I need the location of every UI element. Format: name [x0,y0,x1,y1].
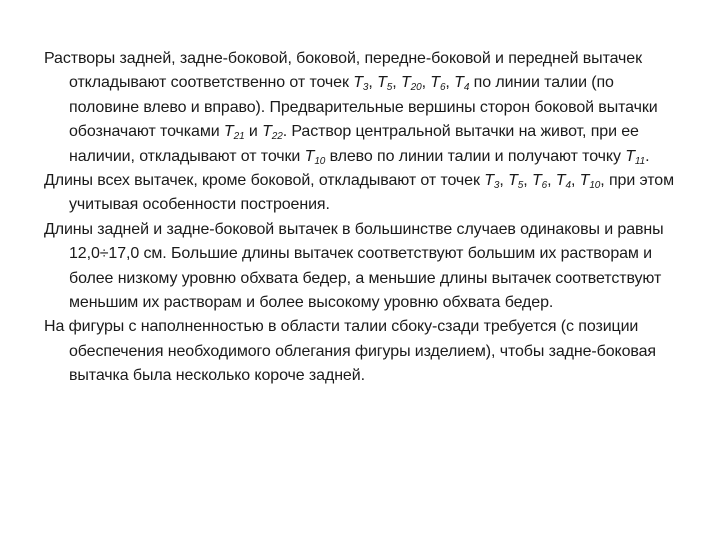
point-label: Т [484,172,494,190]
body-text [44,47,684,389]
point-label: Т [508,172,518,190]
point-subscript: 20 [410,82,422,94]
point-subscript: 11 [634,155,646,167]
point-subscript: 21 [233,131,245,143]
text-run: Длины всех вытачек, кроме боковой, откладывают от точек [44,172,485,190]
text-run: , [368,74,378,92]
point-label: Т [430,74,440,92]
text-run: по линии талии (по половине влево и вправо). Предварительные вершины сторон боковой вытачки обозначают точками [69,74,658,141]
text-run: . Раствор центральной вытачки на живот, при ее наличии, откладывают от точки [69,123,639,165]
text-run: На фигуры с наполненностью в области талии сбоку-сзади требуется (с позиции обеспечения необходимого облегания фигуры изделием), чтобы задне-боковая вытачка была несколько короче задней. [44,318,656,385]
text-run: и [244,123,263,141]
text-run: Длины задней и задне-боковой вытачек в большинстве случаев одинаковы и равны 12,0÷17,0 см. Большие длины вытачек соответствуют большим их растворам и более низкому уровню обхвата бедер, а меньшие длины вытачек соответствуют меньшим их растворам и более высокому уровню обхвата бедер. [44,220,664,312]
text-run: , [392,74,401,92]
paragraph-dart-openings [44,47,684,169]
point-subscript: 3 [493,180,500,192]
text-run: влево по линии талии и получают точку [325,147,626,165]
point-subscript: 10 [589,180,601,192]
point-label: Т [400,74,411,92]
point-subscript: 4 [565,180,571,192]
point-label: Т [531,172,542,190]
text-run: , [523,172,532,190]
point-subscript: 3 [362,82,369,94]
point-label: Т [454,74,464,92]
point-label: Т [304,147,315,165]
point-label: Т [579,172,590,190]
text-run: , [570,172,580,190]
point-label: Т [223,123,234,141]
point-subscript: 5 [386,82,393,94]
point-label: Т [625,147,635,165]
text-run: , при этом учитывая особенности построения. [69,172,674,214]
point-subscript: 5 [517,180,524,192]
text-run: . [645,147,650,165]
paragraph-dart-lengths [44,169,684,218]
point-subscript: 22 [271,131,283,143]
text-run: , [547,172,556,190]
point-label: Т [262,123,272,141]
point-label: Т [377,74,387,92]
point-label: Т [353,74,363,92]
point-subscript: 6 [541,180,548,192]
text-run: Растворы задней, задне-боковой, боковой, передне-боковой и передней вытачек откладывают соответственно от точек [44,50,642,92]
point-label: Т [555,172,566,190]
point-subscript: 10 [314,155,326,167]
point-subscript: 4 [463,82,470,94]
point-subscript: 6 [439,82,446,94]
text-run: , [421,74,431,92]
text-run: , [445,74,455,92]
paragraph-back-dart-lengths [44,218,684,316]
paragraph-figure-fullness [44,315,684,388]
text-run: , [499,172,509,190]
